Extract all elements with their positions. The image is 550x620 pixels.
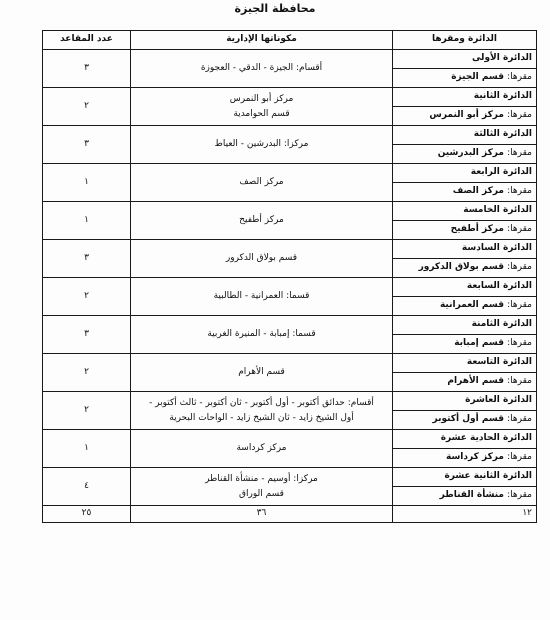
district-components xyxy=(131,354,393,392)
district-headquarters xyxy=(393,373,537,392)
component-line: أول الشيخ زايد - ثان الشيخ زايد - الواحات البحرية xyxy=(169,412,354,423)
district-row xyxy=(43,202,537,221)
component-line: مركز أبو النمرس xyxy=(229,93,294,104)
total-components: ٣٦ xyxy=(131,506,393,523)
hq-prefix-label: مقرها: xyxy=(507,452,532,463)
district-row xyxy=(43,278,537,297)
district-seats: ٢ xyxy=(43,392,131,430)
component-line: مركز كرداسة xyxy=(236,443,287,453)
hq-prefix-label: مقرها: xyxy=(507,186,532,197)
district-seats: ٣ xyxy=(43,316,131,354)
component-line: قسم الوراق xyxy=(239,488,284,499)
hq-prefix-label: مقرها: xyxy=(507,300,532,311)
header-district: الدائرة ومقرها xyxy=(393,31,537,50)
district-headquarters xyxy=(393,183,537,202)
total-districts: ١٢ xyxy=(393,506,537,523)
district-row xyxy=(43,354,537,373)
component-line: قسم الأهرام xyxy=(238,367,285,377)
district-headquarters xyxy=(393,107,537,126)
district-name: الدائرة الثانية عشرة xyxy=(393,468,537,487)
component-line: مركزا: البدرشين - العياط xyxy=(214,139,309,149)
hq-value: قسم الجيزة xyxy=(451,72,504,83)
district-row xyxy=(43,164,537,183)
hq-prefix-label: مقرها: xyxy=(507,110,532,121)
hq-prefix-label: مقرها: xyxy=(507,338,532,349)
district-components xyxy=(131,50,393,88)
district-row xyxy=(43,316,537,335)
district-name: الدائرة التاسعة xyxy=(393,354,537,373)
district-row xyxy=(43,468,537,487)
district-headquarters xyxy=(393,335,537,354)
district-headquarters xyxy=(393,69,537,88)
district-seats: ٢ xyxy=(43,278,131,316)
district-seats: ٢ xyxy=(43,88,131,126)
hq-prefix-label: مقرها: xyxy=(507,72,532,83)
district-components xyxy=(131,316,393,354)
component-line: قسما: إمبابة - المنيرة الغربية xyxy=(207,329,316,339)
header-seats: عدد المقاعد xyxy=(43,31,131,50)
district-components xyxy=(131,278,393,316)
district-name: الدائرة الأولى xyxy=(393,50,537,69)
component-line: مركز الصف xyxy=(239,177,284,187)
district-headquarters xyxy=(393,487,537,506)
district-row xyxy=(43,126,537,145)
hq-prefix-label: مقرها: xyxy=(507,262,532,273)
district-seats: ٣ xyxy=(43,50,131,88)
district-name: الدائرة السادسة xyxy=(393,240,537,259)
component-line: قسم الحوامدية xyxy=(233,108,290,119)
district-seats: ١ xyxy=(43,430,131,468)
district-components xyxy=(131,430,393,468)
hq-prefix-label: مقرها: xyxy=(507,376,532,387)
hq-value: قسم العمرانية xyxy=(439,300,504,311)
hq-prefix-label: مقرها: xyxy=(507,490,532,501)
district-name: الدائرة الثالثة xyxy=(393,126,537,145)
component-line: مركزا: أوسيم - منشأة القناطر xyxy=(205,473,318,484)
district-name: الدائرة الثانية xyxy=(393,88,537,107)
district-components xyxy=(131,468,393,506)
hq-value: مركز الصف xyxy=(452,186,504,197)
district-components xyxy=(131,164,393,202)
district-headquarters xyxy=(393,221,537,240)
component-line: قسما: العمرانية - الطالبية xyxy=(213,291,310,301)
district-seats: ٤ xyxy=(43,468,131,506)
district-name: الدائرة العاشرة xyxy=(393,392,537,411)
district-name: الدائرة الحادية عشرة xyxy=(393,430,537,449)
district-components xyxy=(131,88,393,126)
header-components: مكوناتها الإدارية xyxy=(131,31,393,50)
hq-value: قسم إمبابة xyxy=(454,338,504,349)
hq-value: مركز أطفيح xyxy=(450,224,504,235)
document-title: محافظة الجيزة xyxy=(234,2,316,15)
hq-value: قسم الأهرام xyxy=(447,376,504,387)
district-components xyxy=(131,202,393,240)
district-row xyxy=(43,430,537,449)
district-headquarters xyxy=(393,297,537,316)
district-row xyxy=(43,50,537,69)
district-seats: ٣ xyxy=(43,126,131,164)
hq-prefix-label: مقرها: xyxy=(507,224,532,235)
totals-row xyxy=(43,506,537,523)
district-headquarters xyxy=(393,259,537,278)
component-line: مركز أطفيح xyxy=(239,215,284,225)
hq-value: مركز أبو النمرس xyxy=(429,110,504,121)
component-line: أقسام: حدائق أكتوبر - أول أكتوبر - ثان أكتوبر - ثالث أكتوبر - xyxy=(149,397,374,408)
district-name: الدائرة الخامسة xyxy=(393,202,537,221)
component-line: أقسام: الجيزة - الدقي - العجوزة xyxy=(200,63,323,73)
hq-value: منشأة القناطر xyxy=(439,490,504,501)
total-seats: ٢٥ xyxy=(43,506,131,523)
district-name: الدائرة الرابعة xyxy=(393,164,537,183)
district-row xyxy=(43,240,537,259)
district-components xyxy=(131,126,393,164)
hq-value: قسم بولاق الدكرور xyxy=(418,262,504,273)
district-row xyxy=(43,392,537,411)
district-headquarters xyxy=(393,449,537,468)
hq-prefix-label: مقرها: xyxy=(507,148,532,159)
hq-prefix-label: مقرها: xyxy=(507,414,532,425)
district-seats: ٢ xyxy=(43,354,131,392)
table-header-row xyxy=(43,31,537,50)
hq-value: قسم أول أكتوبر xyxy=(432,414,504,425)
district-seats: ١ xyxy=(43,164,131,202)
district-row xyxy=(43,88,537,107)
district-components xyxy=(131,240,393,278)
district-seats: ٣ xyxy=(43,240,131,278)
component-line: قسم بولاق الدكرور xyxy=(225,253,298,263)
district-components xyxy=(131,392,393,430)
table-body xyxy=(43,50,537,506)
district-headquarters xyxy=(393,145,537,164)
district-headquarters xyxy=(393,411,537,430)
district-name: الدائرة الثامنة xyxy=(393,316,537,335)
district-name: الدائرة السابعة xyxy=(393,278,537,297)
hq-value: مركز البدرشين xyxy=(437,148,504,159)
districts-table xyxy=(42,30,537,523)
hq-value: مركز كرداسة xyxy=(446,452,504,463)
district-seats: ١ xyxy=(43,202,131,240)
